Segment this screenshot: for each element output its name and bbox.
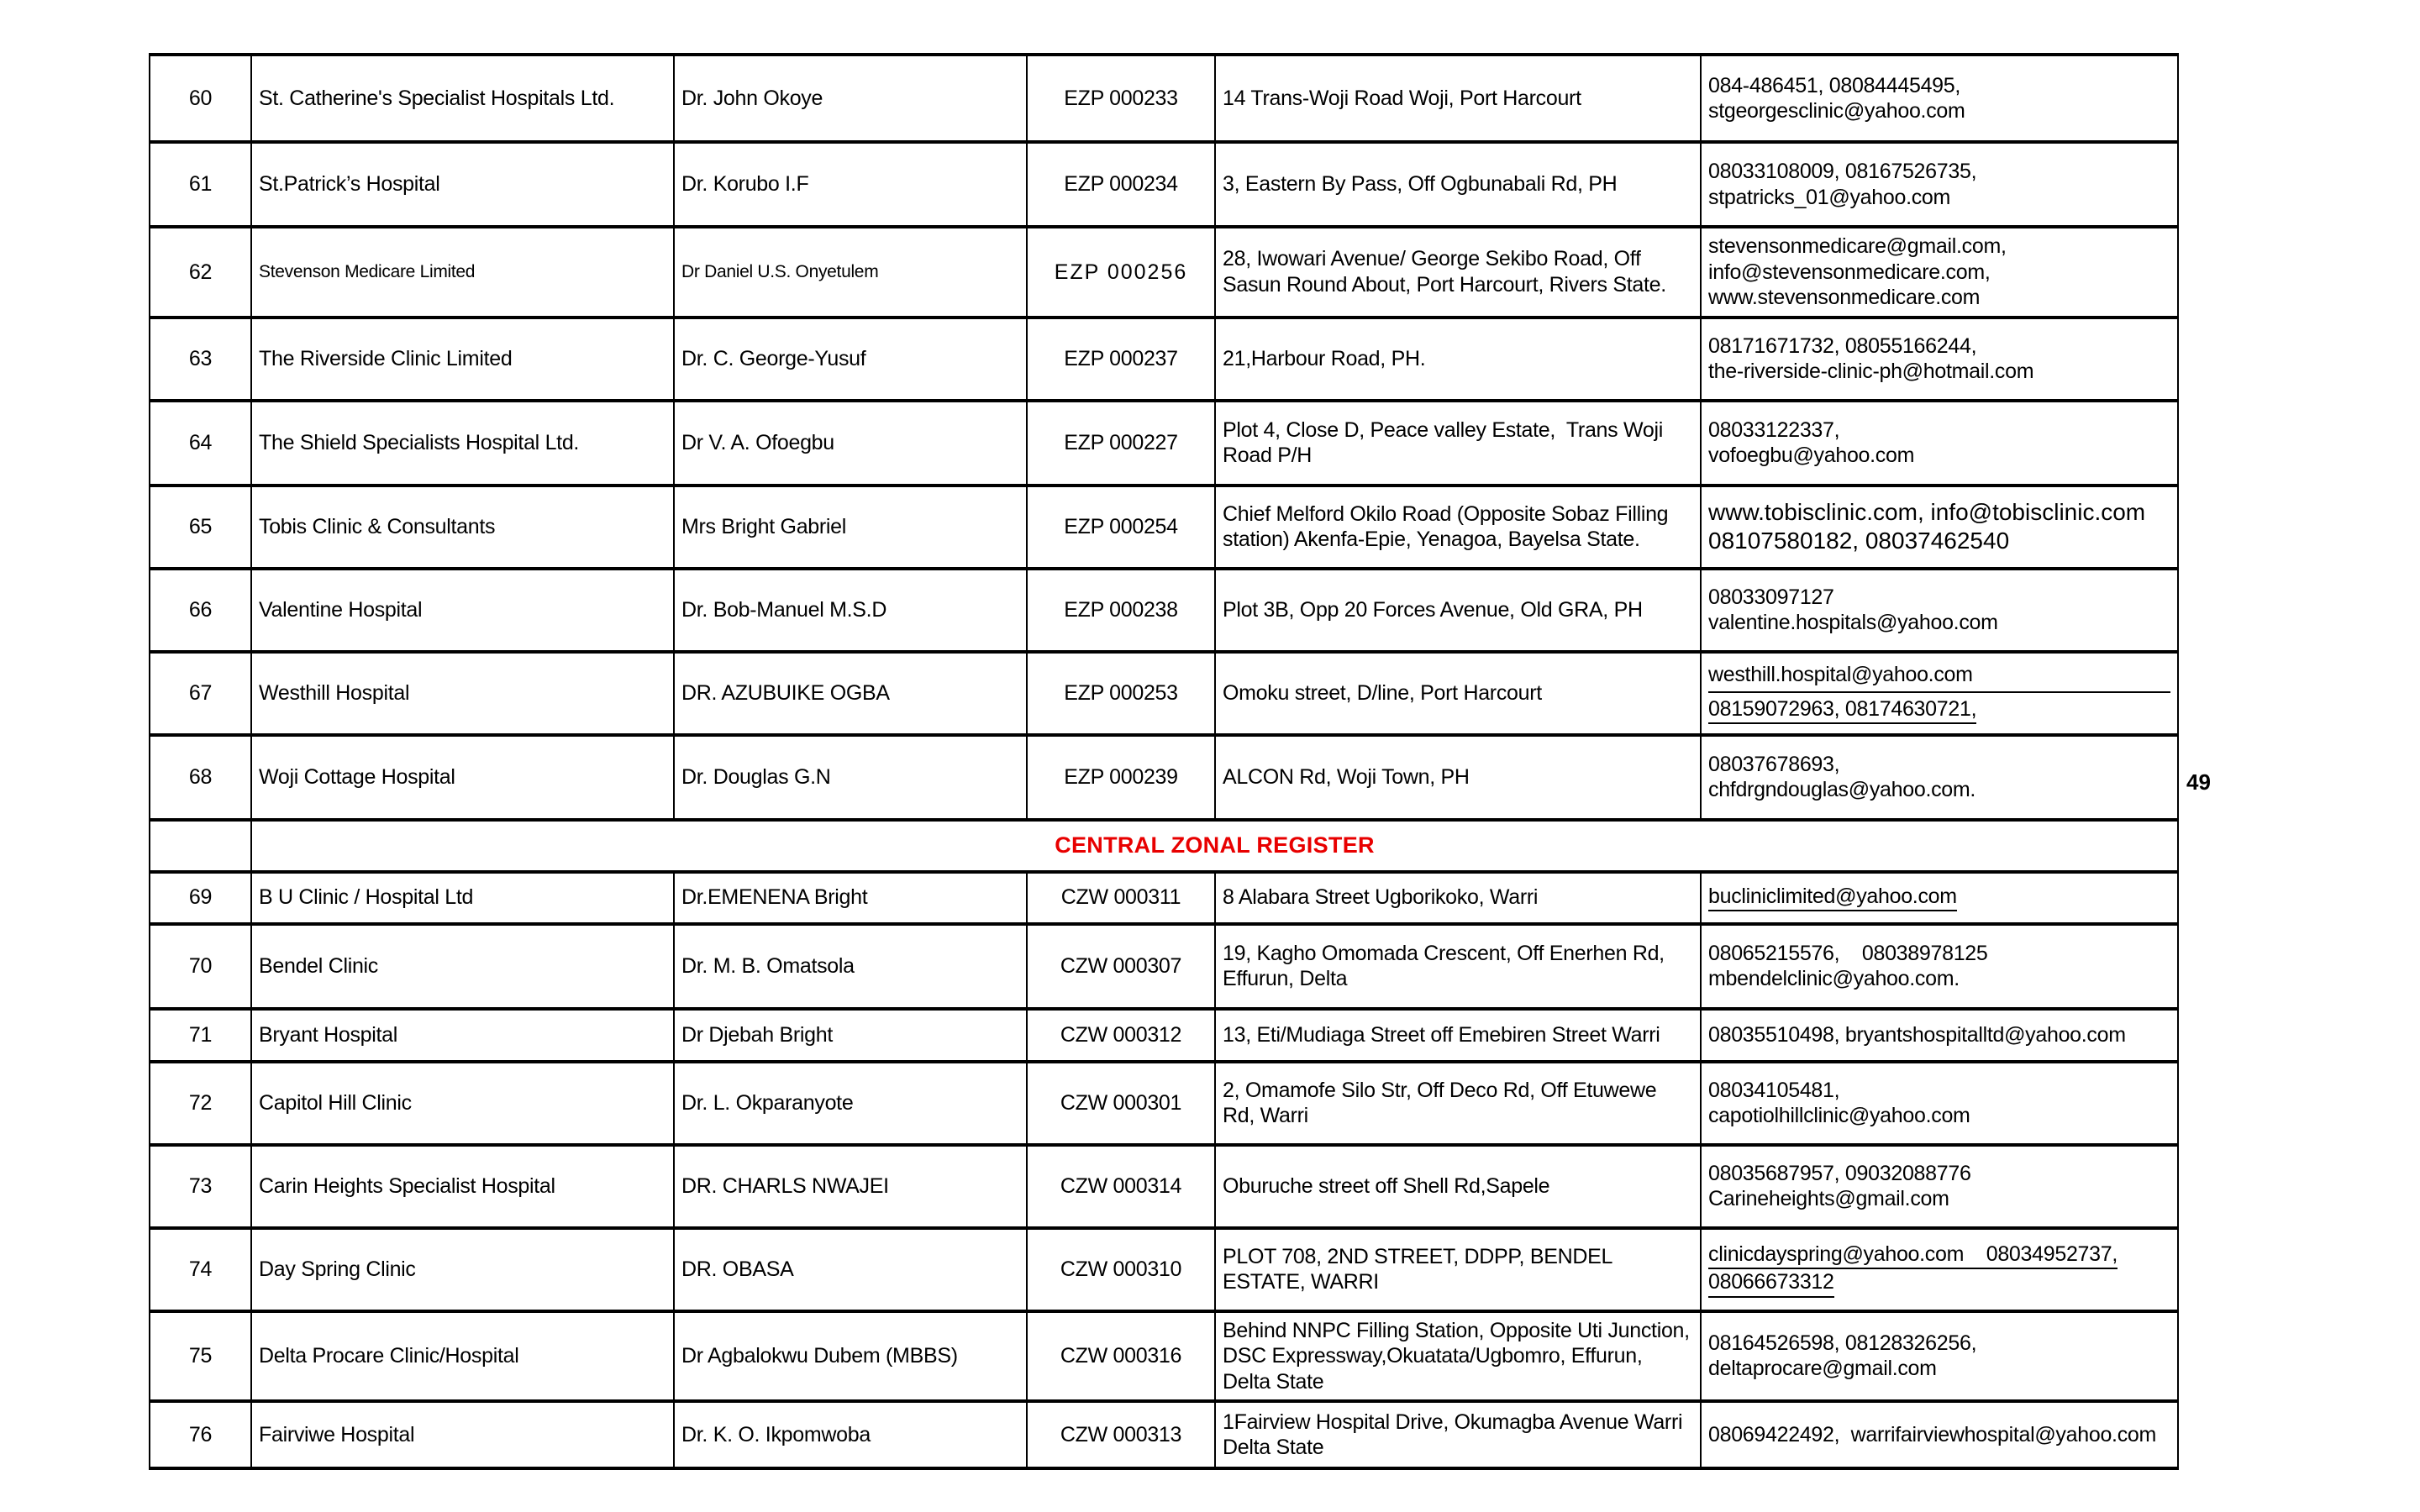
hospital-name: Valentine Hospital: [251, 569, 674, 652]
contact-line: 08164526598, 08128326256,: [1708, 1331, 1977, 1355]
hospital-name: B U Clinic / Hospital Ltd: [251, 872, 674, 924]
table-row: [150, 486, 2178, 569]
row-number: 63: [150, 318, 251, 401]
contact-line: [1708, 1269, 2170, 1298]
register-table-body: [150, 55, 2178, 1468]
table-row: [150, 1401, 2178, 1468]
contact-info: [1701, 142, 2178, 227]
contact-line: [1708, 696, 2170, 725]
contact-info: [1701, 1145, 2178, 1228]
address: 2, Omamofe Silo Str, Off Deco Rd, Off Etuwewe Rd, Warri: [1215, 1062, 1701, 1145]
contact-line: the-riverside-clinic-ph@hotmail.com: [1708, 360, 2034, 383]
address: 21,Harbour Road, PH.: [1215, 318, 1701, 401]
table-row: [150, 318, 2178, 401]
address: Chief Melford Okilo Road (Opposite Sobaz Filling station) Akenfa-Epie, Yenagoa, Bayelsa State.: [1215, 486, 1701, 569]
table-row: [150, 1228, 2178, 1311]
doctor-name: Dr. Korubo I.F: [674, 142, 1027, 227]
contact-line: stgeorgesclinic@yahoo.com: [1708, 99, 1965, 123]
table-row: [150, 55, 2178, 142]
section-heading-cell: [251, 820, 2178, 872]
hospital-name: Fairviwe Hospital: [251, 1401, 674, 1468]
doctor-name: Dr.EMENENA Bright: [674, 872, 1027, 924]
doctor-name: Dr. L. Okparanyote: [674, 1062, 1027, 1145]
row-number: 62: [150, 227, 251, 318]
row-number: 76: [150, 1401, 251, 1468]
registration-code: EZP 000254: [1027, 486, 1215, 569]
doctor-name: DR. AZUBUIKE OGBA: [674, 652, 1027, 735]
contact-info: [1701, 569, 2178, 652]
row-number-cell: [150, 820, 251, 872]
registration-code: EZP 000239: [1027, 735, 1215, 820]
registration-code: EZP 000234: [1027, 142, 1215, 227]
hospital-name: Day Spring Clinic: [251, 1228, 674, 1311]
contact-line: 08035510498, bryantshospitalltd@yahoo.com: [1708, 1022, 2126, 1047]
contact-line: stpatricks_01@yahoo.com: [1708, 185, 1951, 209]
registration-code: EZP 000256: [1027, 227, 1215, 318]
address: 13, Eti/Mudiaga Street off Emebiren Street Warri: [1215, 1009, 1701, 1062]
doctor-name: DR. OBASA: [674, 1228, 1027, 1311]
contact-line: 08034105481,: [1708, 1078, 1840, 1102]
contact-line: westhill.hospital@yahoo.com: [1708, 662, 2170, 693]
doctor-name: Dr. C. George-Yusuf: [674, 318, 1027, 401]
registration-code: EZP 000238: [1027, 569, 1215, 652]
contact-line: 08037678693,: [1708, 752, 1840, 776]
contact-info: [1701, 924, 2178, 1009]
contact-line: deltaprocare@gmail.com: [1708, 1357, 1937, 1381]
row-number: 72: [150, 1062, 251, 1145]
registration-code: CZW 000311: [1027, 872, 1215, 924]
row-number: 65: [150, 486, 251, 569]
doctor-name: Dr. M. B. Omatsola: [674, 924, 1027, 1009]
registration-code: CZW 000301: [1027, 1062, 1215, 1145]
contact-info: [1701, 401, 2178, 486]
table-row: [150, 227, 2178, 318]
doctor-name: Dr Daniel U.S. Onyetulem: [674, 227, 1027, 318]
doctor-name: Dr V. A. Ofoegbu: [674, 401, 1027, 486]
registration-code: CZW 000313: [1027, 1401, 1215, 1468]
contact-line: 08033108009, 08167526735,: [1708, 160, 1977, 183]
table-row: [150, 1009, 2178, 1062]
row-number: 74: [150, 1228, 251, 1311]
registration-code: CZW 000316: [1027, 1311, 1215, 1402]
doctor-name: Dr. John Okoye: [674, 55, 1027, 142]
contact-info: [1701, 1311, 2178, 1402]
doctor-name: Dr. Bob-Manuel M.S.D: [674, 569, 1027, 652]
hospital-name: Delta Procare Clinic/Hospital: [251, 1311, 674, 1402]
hospital-name: The Shield Specialists Hospital Ltd.: [251, 401, 674, 486]
doctor-name: DR. CHARLS NWAJEI: [674, 1145, 1027, 1228]
contact-info: [1701, 227, 2178, 318]
row-number: 75: [150, 1311, 251, 1402]
address: Behind NNPC Filling Station, Opposite Uti Junction, DSC Expressway,Okuatata/Ugbomro, Effurun, Delta State: [1215, 1311, 1701, 1402]
contact-line: chfdrgndouglas@yahoo.com.: [1708, 778, 1976, 801]
address: 28, Iwowari Avenue/ George Sekibo Road, Off Sasun Round About, Port Harcourt, Rivers State.: [1215, 227, 1701, 318]
table-row: [150, 569, 2178, 652]
address: ALCON Rd, Woji Town, PH: [1215, 735, 1701, 820]
hospital-name: The Riverside Clinic Limited: [251, 318, 674, 401]
address: Plot 3B, Opp 20 Forces Avenue, Old GRA, PH: [1215, 569, 1701, 652]
contact-line: www.stevensonmedicare.com: [1708, 286, 1981, 309]
underlined-text: bucliniclimited@yahoo.com: [1708, 884, 1957, 912]
page-number: 49: [2186, 769, 2211, 795]
contact-info: [1701, 872, 2178, 924]
contact-info: [1701, 1009, 2178, 1062]
contact-info: [1701, 486, 2178, 569]
address: 8 Alabara Street Ugborikoko, Warri: [1215, 872, 1701, 924]
doctor-name: Dr. Douglas G.N: [674, 735, 1027, 820]
hospital-name: St.Patrick’s Hospital: [251, 142, 674, 227]
contact-line: [1708, 1242, 2170, 1270]
contact-line: valentine.hospitals@yahoo.com: [1708, 611, 1998, 634]
contact-info: [1701, 652, 2178, 735]
contact-line: 08069422492, warrifairviewhospital@yahoo.com: [1708, 1422, 2157, 1446]
registration-code: CZW 000314: [1027, 1145, 1215, 1228]
section-heading-row: [150, 820, 2178, 872]
row-number: 73: [150, 1145, 251, 1228]
address: 14 Trans-Woji Road Woji, Port Harcourt: [1215, 55, 1701, 142]
contact-line: stevensonmedicare@gmail.com,: [1708, 234, 2007, 258]
table-row: [150, 401, 2178, 486]
contact-line: capotiolhillclinic@yahoo.com: [1708, 1104, 1970, 1127]
table-row: [150, 1062, 2178, 1145]
row-number: 64: [150, 401, 251, 486]
registration-code: EZP 000237: [1027, 318, 1215, 401]
address: Omoku street, D/line, Port Harcourt: [1215, 652, 1701, 735]
table-row: [150, 872, 2178, 924]
underlined-text: clinicdayspring@yahoo.com 08034952737,: [1708, 1242, 2118, 1270]
registration-code: EZP 000227: [1027, 401, 1215, 486]
table-row: [150, 924, 2178, 1009]
contact-line: 084-486451, 08084445495,: [1708, 73, 1961, 97]
registration-code: CZW 000312: [1027, 1009, 1215, 1062]
doctor-name: Dr Agbalokwu Dubem (MBBS): [674, 1311, 1027, 1402]
doctor-name: Mrs Bright Gabriel: [674, 486, 1027, 569]
row-number: 67: [150, 652, 251, 735]
registration-code: EZP 000253: [1027, 652, 1215, 735]
contact-line: mbendelclinic@yahoo.com.: [1708, 967, 1960, 990]
hospital-name: Woji Cottage Hospital: [251, 735, 674, 820]
underlined-text: 08066673312: [1708, 1269, 1834, 1298]
address: Plot 4, Close D, Peace valley Estate, Trans Woji Road P/H: [1215, 401, 1701, 486]
hospital-name: Capitol Hill Clinic: [251, 1062, 674, 1145]
hospital-name: Stevenson Medicare Limited: [251, 227, 674, 318]
row-number: 66: [150, 569, 251, 652]
contact-line: 08033097127: [1708, 585, 1834, 609]
contact-line: 08033122337,: [1708, 417, 1840, 442]
row-number: 61: [150, 142, 251, 227]
table-row: [150, 1145, 2178, 1228]
hospital-name: Tobis Clinic & Consultants: [251, 486, 674, 569]
hospital-name: Westhill Hospital: [251, 652, 674, 735]
row-number: 70: [150, 924, 251, 1009]
address: 19, Kagho Omomada Crescent, Off Enerhen Rd, Effurun, Delta: [1215, 924, 1701, 1009]
hospital-register-table: [149, 53, 2179, 1470]
contact-info: [1701, 1401, 2178, 1468]
hospital-name: Carin Heights Specialist Hospital: [251, 1145, 674, 1228]
hospital-name: St. Catherine's Specialist Hospitals Ltd.: [251, 55, 674, 142]
hospital-name: Bendel Clinic: [251, 924, 674, 1009]
contact-line: 08171671732, 08055166244,: [1708, 333, 1977, 358]
row-number: 60: [150, 55, 251, 142]
contact-line: www.tobisclinic.com, info@tobisclinic.com: [1708, 498, 2146, 525]
table-row: [150, 735, 2178, 820]
registration-code: CZW 000310: [1027, 1228, 1215, 1311]
contact-info: [1701, 1228, 2178, 1311]
contact-line: 08035687957, 09032088776: [1708, 1161, 1971, 1185]
row-number: 71: [150, 1009, 251, 1062]
address: Oburuche street off Shell Rd,Sapele: [1215, 1145, 1701, 1228]
contact-line: 08065215576, 08038978125: [1708, 941, 1988, 965]
row-number: 69: [150, 872, 251, 924]
doctor-name: Dr. K. O. Ikpomwoba: [674, 1401, 1027, 1468]
row-number: 68: [150, 735, 251, 820]
address: 1Fairview Hospital Drive, Okumagba Avenue Warri Delta State: [1215, 1401, 1701, 1468]
contact-info: [1701, 55, 2178, 142]
table-row: [150, 142, 2178, 227]
hospital-name: Bryant Hospital: [251, 1009, 674, 1062]
contact-info: [1701, 318, 2178, 401]
contact-line: Carineheights@gmail.com: [1708, 1187, 1949, 1210]
contact-line: 08107580182, 08037462540: [1708, 528, 2010, 554]
registration-code: EZP 000233: [1027, 55, 1215, 142]
contact-info: [1701, 735, 2178, 820]
contact-line: info@stevensonmedicare.com,: [1708, 260, 1991, 284]
contact-line: [1708, 884, 2170, 912]
address: 3, Eastern By Pass, Off Ogbunabali Rd, PH: [1215, 142, 1701, 227]
table-row: [150, 1311, 2178, 1402]
underlined-text: 08159072963, 08174630721,: [1708, 696, 1976, 725]
doctor-name: Dr Djebah Bright: [674, 1009, 1027, 1062]
contact-info: [1701, 1062, 2178, 1145]
contact-line: vofoegbu@yahoo.com: [1708, 444, 1915, 467]
section-heading-label: CENTRAL ZONAL REGISTER: [1055, 832, 1375, 858]
table-row: [150, 652, 2178, 735]
address: PLOT 708, 2ND STREET, DDPP, BENDEL ESTATE, WARRI: [1215, 1228, 1701, 1311]
registration-code: CZW 000307: [1027, 924, 1215, 1009]
